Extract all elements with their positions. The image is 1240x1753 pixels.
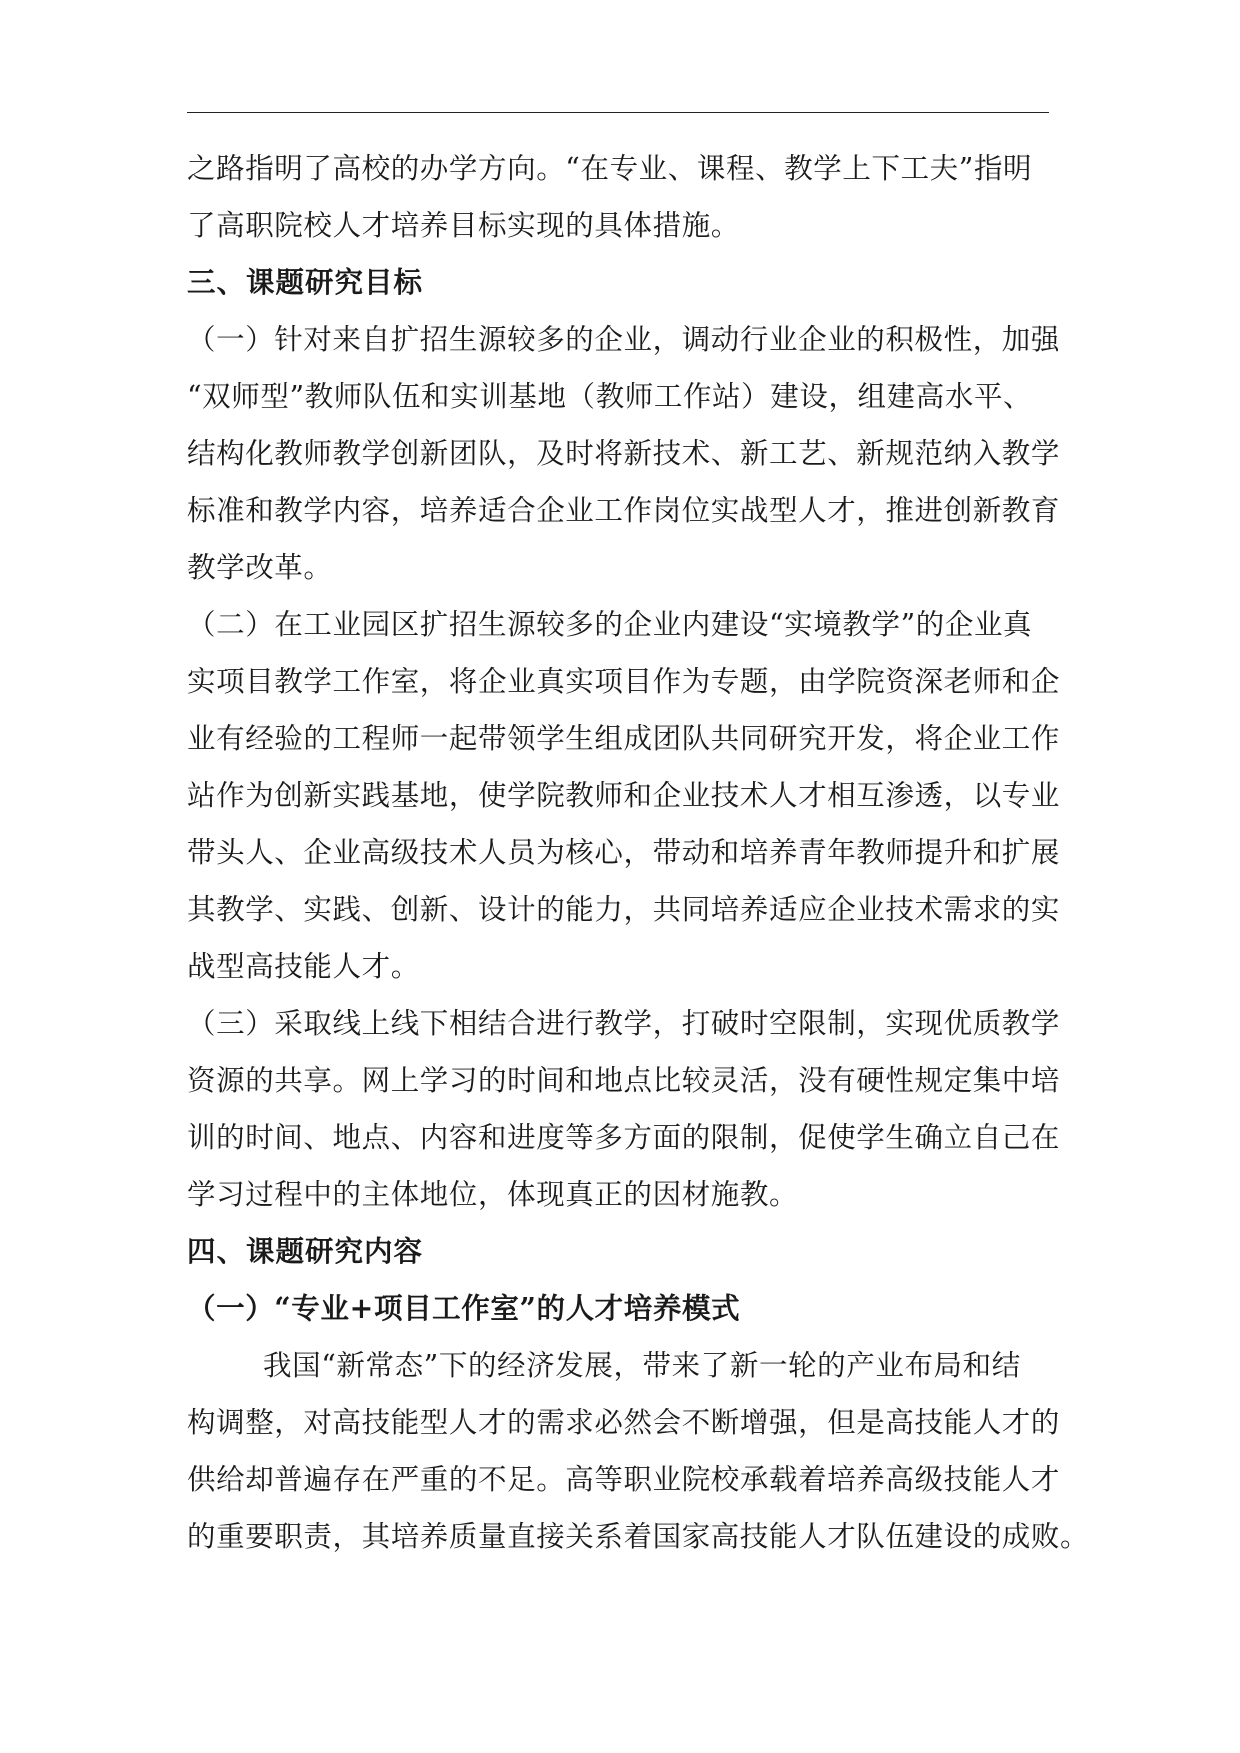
text-line: 之路指明了高校的办学方向。“在专业、课程、教学上下工夫”指明 bbox=[187, 152, 1033, 185]
text-line: 其教学、实践、创新、设计的能力，共同培养适应企业技术需求的实 bbox=[187, 893, 1061, 926]
text-line: 了高职院校人才培养目标实现的具体措施。 bbox=[187, 209, 740, 242]
text-line: （一）针对来自扩招生源较多的企业，调动行业企业的积极性，加强 bbox=[187, 323, 1061, 356]
text-line: 战型高技能人才。 bbox=[187, 950, 420, 983]
text-line: “双师型”教师队伍和实训基地（教师工作站）建设，组建高水平、 bbox=[187, 380, 1033, 413]
header-rule bbox=[187, 112, 1049, 113]
text-line: （三）采取线上线下相结合进行教学，打破时空限制，实现优质教学 bbox=[187, 1007, 1061, 1040]
section-heading: 三、课题研究目标 bbox=[187, 265, 424, 299]
text-line: 学习过程中的主体地位，体现真正的因材施教。 bbox=[187, 1178, 799, 1211]
text-line: 资源的共享。网上学习的时间和地点比较灵活，没有硬性规定集中培 bbox=[187, 1064, 1061, 1097]
text-line: （二）在工业园区扩招生源较多的企业内建设“实境教学”的企业真 bbox=[187, 608, 1033, 641]
text-line: 站作为创新实践基地，使学院教师和企业技术人才相互渗透，以专业 bbox=[187, 779, 1061, 812]
text-line: 训的时间、地点、内容和进度等多方面的限制，促使学生确立自己在 bbox=[187, 1121, 1061, 1154]
subsection-heading: （一）“专业+项目工作室”的人才培养模式 bbox=[187, 1291, 741, 1325]
text-line: 业有经验的工程师一起带领学生组成团队共同研究开发，将企业工作 bbox=[187, 722, 1061, 755]
text-line: 带头人、企业高级技术人员为核心，带动和培养青年教师提升和扩展 bbox=[187, 836, 1061, 869]
text-line: 结构化教师教学创新团队，及时将新技术、新工艺、新规范纳入教学 bbox=[187, 437, 1061, 470]
document-body bbox=[187, 140, 1090, 1565]
text-line: 构调整，对高技能型人才的需求必然会不断增强，但是高技能人才的 bbox=[187, 1406, 1061, 1439]
text-line: 实项目教学工作室，将企业真实项目作为专题，由学院资深老师和企 bbox=[187, 665, 1061, 698]
paragraph-first-line: 我国“新常态”下的经济发展，带来了新一轮的产业布局和结 bbox=[263, 1349, 1021, 1382]
text-line: 标准和教学内容，培养适合企业工作岗位实战型人才，推进创新教育 bbox=[187, 494, 1061, 527]
text-line: 教学改革。 bbox=[187, 551, 333, 584]
text-line: 供给却普遍存在严重的不足。高等职业院校承载着培养高级技能人才 bbox=[187, 1463, 1061, 1496]
section-heading: 四、课题研究内容 bbox=[187, 1234, 424, 1268]
text-line: 的重要职责，其培养质量直接关系着国家高技能人才队伍建设的成败。 bbox=[187, 1520, 1090, 1553]
